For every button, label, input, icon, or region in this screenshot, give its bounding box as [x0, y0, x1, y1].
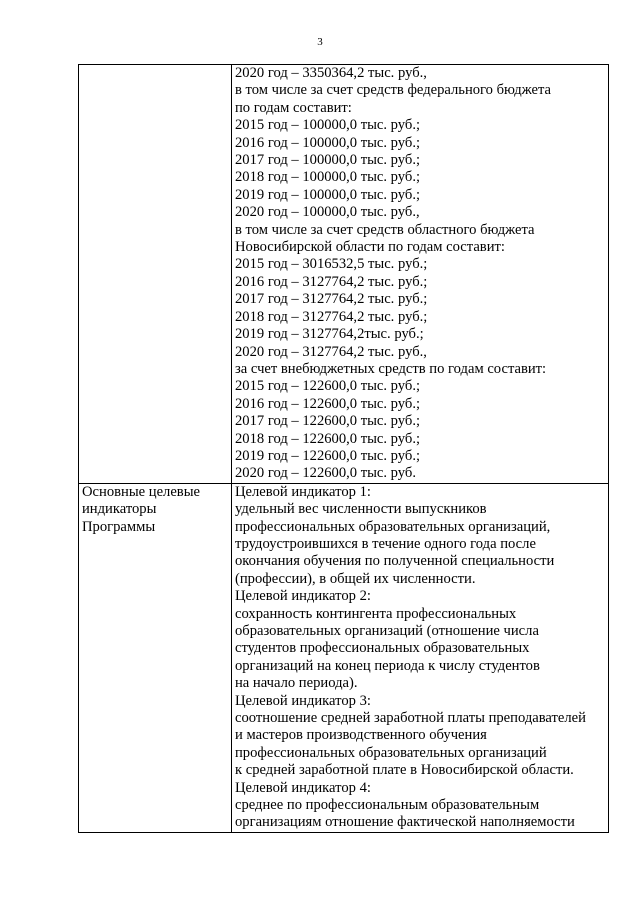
funding-details-cell: [232, 65, 609, 484]
indicator-line: Целевой индикатор 4:: [235, 779, 371, 796]
target-indicators-cell: [232, 483, 609, 832]
funding-line: 2017 год – 100000,0 тыс. руб.;: [235, 152, 421, 169]
funding-line: за счет внебюджетных средств по годам составит:: [235, 360, 547, 377]
funding-line: 2017 год – 3127764,2 тыс. руб.;: [235, 291, 428, 308]
funding-line: 2015 год – 122600,0 тыс. руб.;: [235, 378, 421, 395]
funding-line: 2016 год – 3127764,2 тыс. руб.;: [235, 273, 428, 290]
funding-line: 2019 год – 100000,0 тыс. руб.;: [235, 186, 421, 203]
funding-line: 2018 год – 122600,0 тыс. руб.;: [235, 430, 421, 447]
row-label-line: Программы: [82, 518, 156, 535]
indicator-line: сохранность контингента профессиональных: [235, 605, 517, 622]
program-passport-table: [78, 64, 609, 833]
indicator-line: и мастеров производственного обучения: [235, 727, 487, 744]
funding-line: 2015 год – 3016532,5 тыс. руб.;: [235, 256, 428, 273]
row-label-line: индикаторы: [82, 501, 157, 518]
indicator-line: Целевой индикатор 2:: [235, 588, 371, 605]
funding-line: 2019 год – 3127764,2тыс. руб.;: [235, 326, 424, 343]
funding-line: 2020 год – 100000,0 тыс. руб.,: [235, 204, 420, 221]
indicator-line: на начало периода).: [235, 675, 358, 692]
indicator-line: Целевой индикатор 3:: [235, 692, 371, 709]
funding-line: Новосибирской области по годам составит:: [235, 239, 505, 256]
funding-line: 2015 год – 100000,0 тыс. руб.;: [235, 117, 421, 134]
indicator-line: трудоустроившихся в течение одного года после: [235, 535, 536, 552]
funding-line: в том числе за счет средств федерального бюджета: [235, 82, 552, 99]
row-label-cell: [79, 483, 232, 832]
indicator-line: организаций на конец периода к числу студентов: [235, 657, 540, 674]
indicator-line: к средней заработной плате в Новосибирской области.: [235, 762, 574, 779]
funding-line: 2019 год – 122600,0 тыс. руб.;: [235, 447, 421, 464]
indicator-line: среднее по профессиональным образовательным: [235, 797, 540, 814]
indicator-line: (профессии), в общей их численности.: [235, 570, 476, 587]
funding-line: 2017 год – 122600,0 тыс. руб.;: [235, 413, 421, 430]
funding-line: 2020 год – 122600,0 тыс. руб.: [235, 465, 416, 482]
table-row-target-indicators: [79, 483, 609, 832]
indicator-line: профессиональных образовательных организаций: [235, 744, 547, 761]
indicator-line: студентов профессиональных образовательных: [235, 640, 530, 657]
funding-line: 2016 год – 122600,0 тыс. руб.;: [235, 395, 421, 412]
funding-line: 2016 год – 100000,0 тыс. руб.;: [235, 134, 421, 151]
row-label-line: Основные целевые: [82, 483, 200, 500]
indicator-line: образовательных организаций (отношение числа: [235, 623, 539, 639]
funding-line: 2018 год – 3127764,2 тыс. руб.;: [235, 308, 428, 325]
indicator-line: окончания обучения по полученной специальности: [235, 553, 555, 570]
table-row-funding: [79, 65, 609, 484]
funding-line: в том числе за счет средств областного бюджета: [235, 221, 535, 238]
indicator-line: организациям отношение фактической наполняемости: [235, 814, 575, 831]
funding-line: по годам составит:: [235, 99, 352, 116]
page-number: 3: [317, 36, 323, 48]
indicator-line: Целевой индикатор 1:: [235, 483, 371, 500]
indicator-line: соотношение средней заработной платы преподавателей: [235, 710, 586, 727]
indicator-line: профессиональных образовательных организаций,: [235, 518, 551, 535]
funding-line: 2020 год – 3127764,2 тыс. руб.,: [235, 343, 427, 360]
funding-line: 2020 год – 3350364,2 тыс. руб.,: [235, 65, 427, 81]
indicator-line: удельный вес численности выпускников: [235, 501, 487, 518]
funding-line: 2018 год – 100000,0 тыс. руб.;: [235, 169, 421, 186]
row-label-cell: [79, 65, 232, 484]
